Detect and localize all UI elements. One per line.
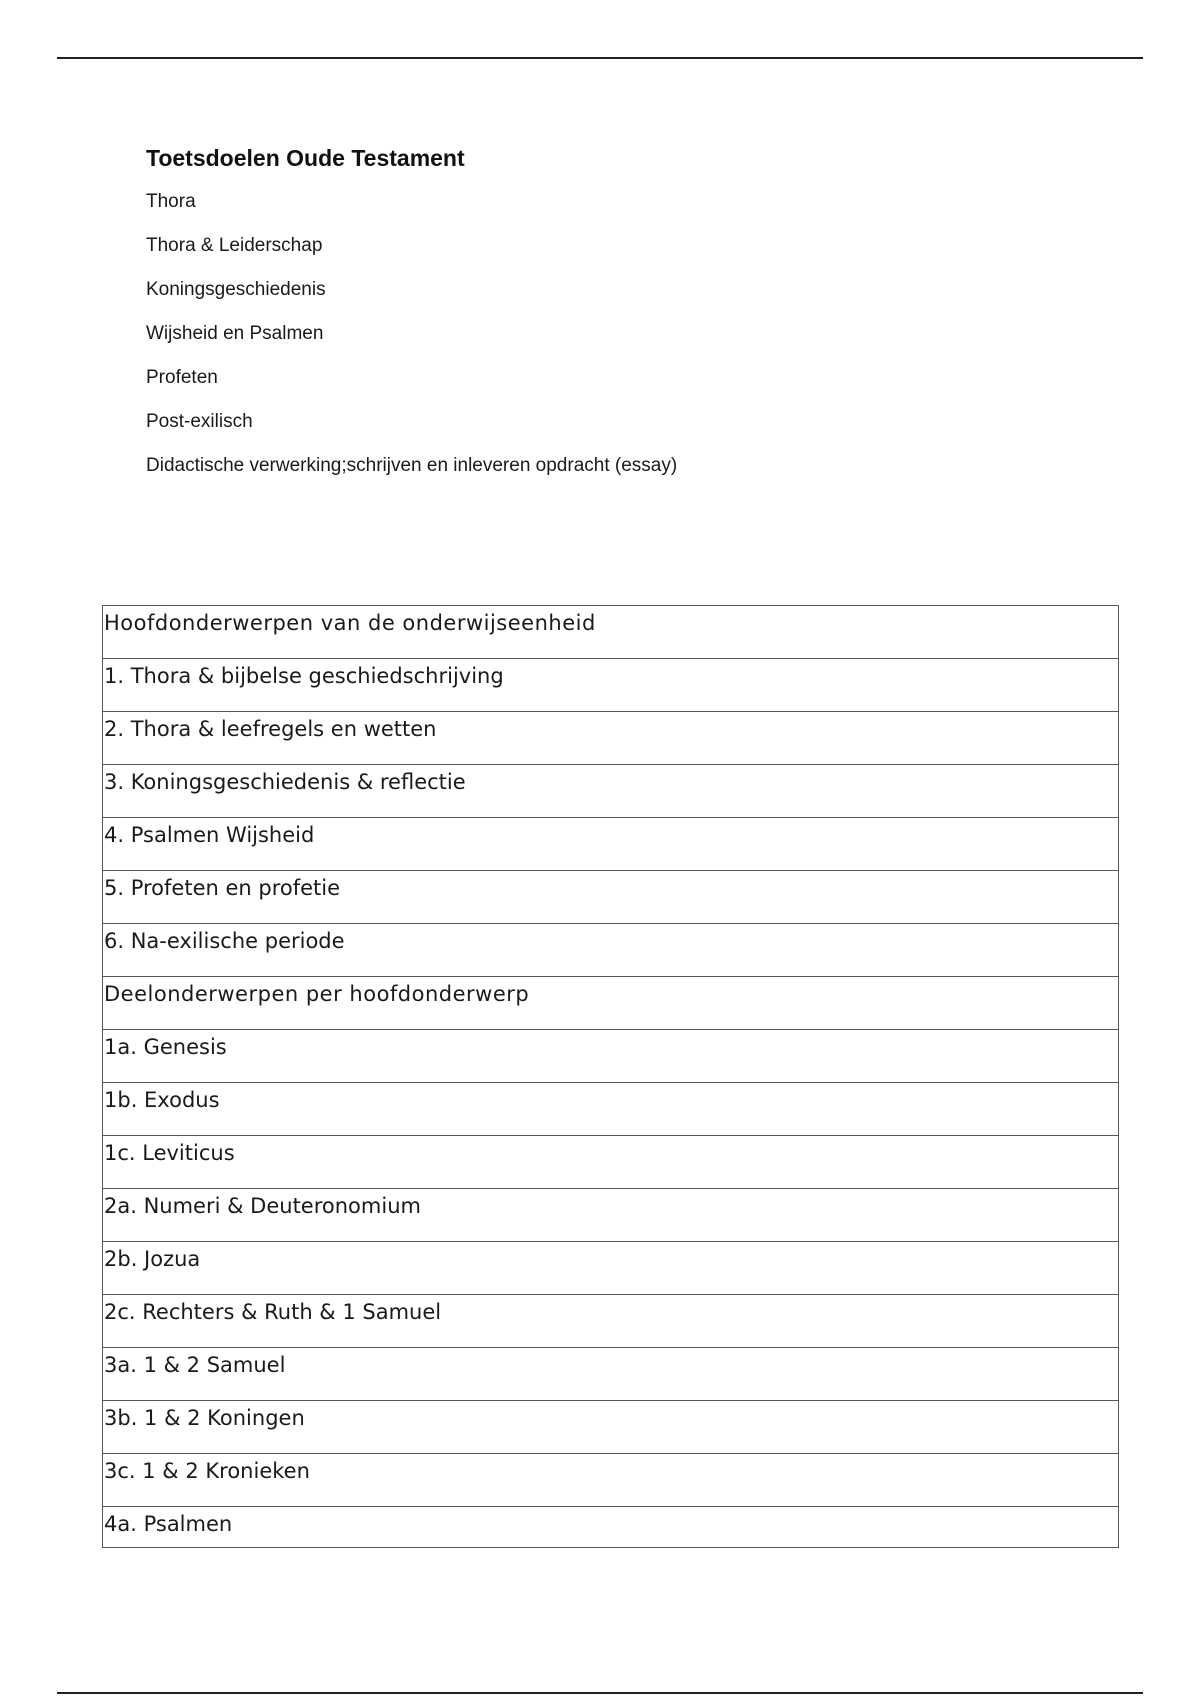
- table-cell-main-topics-heading: Hoofdonderwerpen van de onderwijseenheid: [103, 606, 1119, 659]
- topic-list-item: Wijsheid en Psalmen: [146, 323, 324, 344]
- table-row: [103, 924, 1119, 977]
- table-row: [103, 765, 1119, 818]
- table-row: [103, 712, 1119, 765]
- table-cell: 2. Thora & leefregels en wetten: [103, 712, 1119, 765]
- table-cell: 5. Profeten en profetie: [103, 871, 1119, 924]
- table-row: [103, 1295, 1119, 1348]
- topic-list-item: Thora: [146, 191, 196, 212]
- topic-list-item: Thora & Leiderschap: [146, 235, 323, 256]
- table-row: [103, 1242, 1119, 1295]
- table-row: [103, 1083, 1119, 1136]
- topic-list: [146, 191, 1046, 477]
- table-cell: 1b. Exodus: [103, 1083, 1119, 1136]
- table-row: [103, 1030, 1119, 1083]
- topic-list-item: Post-exilisch: [146, 411, 253, 432]
- table-cell: 2c. Rechters & Ruth & 1 Samuel: [103, 1295, 1119, 1348]
- table-cell: 4a. Psalmen: [103, 1507, 1119, 1548]
- table-cell: 2a. Numeri & Deuteronomium: [103, 1189, 1119, 1242]
- table-cell: 4. Psalmen Wijsheid: [103, 818, 1119, 871]
- table-row: [103, 1507, 1119, 1548]
- table-row: [103, 1401, 1119, 1454]
- page-title: Toetsdoelen Oude Testament: [146, 145, 465, 171]
- intro-section: [146, 143, 1046, 499]
- topic-list-item: Koningsgeschiedenis: [146, 279, 326, 300]
- top-page-rule: [57, 57, 1143, 59]
- subjects-table: [102, 605, 1119, 1548]
- table-row: [103, 1189, 1119, 1242]
- table-row: [103, 1454, 1119, 1507]
- table-header-row: [103, 606, 1119, 659]
- table-cell: 3b. 1 & 2 Koningen: [103, 1401, 1119, 1454]
- table-cell: 1. Thora & bijbelse geschiedschrijving: [103, 659, 1119, 712]
- table-header-row: [103, 977, 1119, 1030]
- table-cell: 2b. Jozua: [103, 1242, 1119, 1295]
- table-cell: 3c. 1 & 2 Kronieken: [103, 1454, 1119, 1507]
- bottom-page-rule: [57, 1692, 1143, 1694]
- table-row: [103, 659, 1119, 712]
- table-row: [103, 818, 1119, 871]
- table-cell: 1c. Leviticus: [103, 1136, 1119, 1189]
- table-row: [103, 1348, 1119, 1401]
- table-cell: 6. Na-exilische periode: [103, 924, 1119, 977]
- table-cell: 3. Koningsgeschiedenis & reflectie: [103, 765, 1119, 818]
- topic-list-item: Didactische verwerking;schrijven en inleveren opdracht (essay): [146, 455, 678, 476]
- topic-list-item: Profeten: [146, 367, 218, 388]
- table-cell: 3a. 1 & 2 Samuel: [103, 1348, 1119, 1401]
- table-cell-subtopics-heading: Deelonderwerpen per hoofdonderwerp: [103, 977, 1119, 1030]
- table-cell: 1a. Genesis: [103, 1030, 1119, 1083]
- table-row: [103, 1136, 1119, 1189]
- table-row: [103, 871, 1119, 924]
